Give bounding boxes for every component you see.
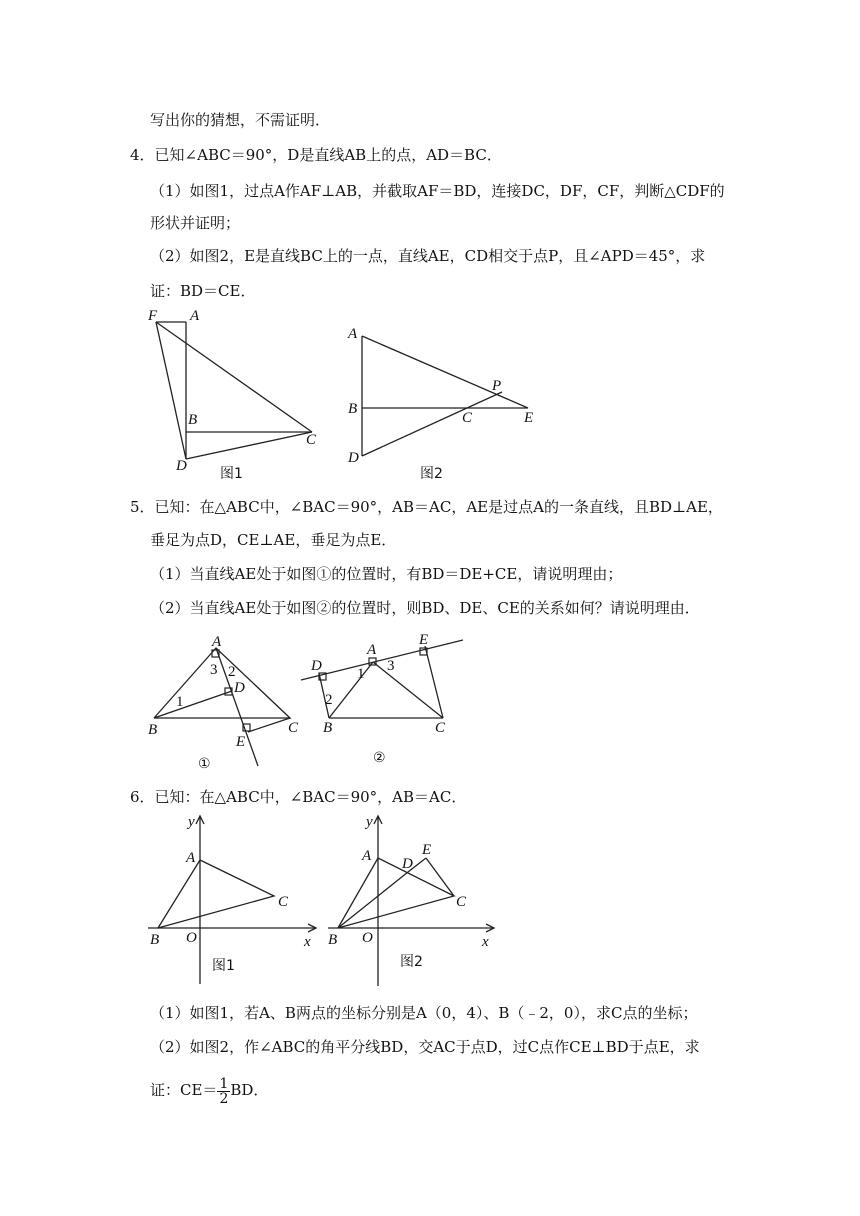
caption: 图2 <box>400 954 423 970</box>
label-C: C <box>278 894 289 910</box>
label-C: C <box>456 894 467 910</box>
problem-4-part1: （1）如图1，过点A作AF⊥AB，并截取AF＝BD，连接DC，DF，CF，判断△CDF的 <box>150 182 725 200</box>
caption: 图2 <box>420 466 443 482</box>
label-P: P <box>492 378 502 394</box>
problem-5-part2: （2）当直线AE处于如图②的位置时，则BD、DE、CE的关系如何？请说明理由． <box>150 599 700 617</box>
label-E: E <box>422 842 432 858</box>
angle-3: 3 <box>210 662 218 678</box>
label-E: E <box>524 410 534 426</box>
label-O: O <box>362 930 373 946</box>
caption: ① <box>198 756 211 772</box>
axis-y-label: y <box>188 814 195 830</box>
label-A: A <box>190 308 200 324</box>
label-B: B <box>348 401 358 417</box>
angle-2: 2 <box>228 664 236 680</box>
label-E: E <box>419 632 429 648</box>
label-C: C <box>435 720 446 736</box>
label-D: D <box>234 680 245 696</box>
fraction-numerator: 1 <box>219 1075 229 1092</box>
label-B: B <box>188 412 198 428</box>
axis-y-label: y <box>366 814 373 830</box>
label-O: O <box>186 930 197 946</box>
label-C: C <box>288 720 299 736</box>
label-D: D <box>402 856 413 872</box>
label-D: D <box>176 458 187 474</box>
label-D: D <box>348 450 359 466</box>
figure-6-2 <box>320 810 498 988</box>
problem-6-part2: （2）如图2，作∠ABC的角平分线BD，交AC于点D，过C点作CE⊥BD于点E，求 <box>150 1038 700 1056</box>
fraction-one-half <box>217 1077 230 1106</box>
angle-2: 2 <box>325 692 333 708</box>
proof-text-start: 证：CE＝ <box>150 1081 218 1099</box>
problem-4-part2-cont: 证：BD＝CE． <box>150 282 256 300</box>
figure-5-1 <box>140 630 310 775</box>
label-C: C <box>462 410 473 426</box>
problem-6-part2-cont <box>150 1070 268 1110</box>
figure-4-2 <box>340 320 550 485</box>
label-A: A <box>212 634 222 650</box>
caption: 图1 <box>220 466 243 482</box>
problem-4-stem: 4．已知∠ABC＝90°，D是直线AB上的点，AD＝BC． <box>130 146 502 164</box>
figure-4-1 <box>140 304 330 486</box>
figure-6-1 <box>140 812 320 988</box>
label-A: A <box>186 850 196 866</box>
caption: 图1 <box>212 958 235 974</box>
axis-x-label: x <box>304 934 311 950</box>
label-E: E <box>236 734 246 750</box>
label-B: B <box>150 932 160 948</box>
label-B: B <box>323 720 333 736</box>
label-D: D <box>311 658 322 674</box>
axis-x-label: x <box>482 934 489 950</box>
problem-4-part2: （2）如图2，E是直线BC上的一点，直线AE，CD相交于点P，且∠APD＝45°，求 <box>150 247 706 265</box>
caption: ② <box>373 750 386 766</box>
label-A: A <box>362 848 372 864</box>
label-B: B <box>328 932 338 948</box>
angle-3: 3 <box>387 658 395 674</box>
problem-5-stem-cont: 垂足为点D，CE⊥AE，垂足为点E． <box>150 531 397 549</box>
fraction-denominator: 2 <box>219 1090 229 1107</box>
proof-text-end: BD． <box>230 1081 269 1099</box>
label-A: A <box>367 642 377 658</box>
label-F: F <box>148 308 158 324</box>
angle-1: 1 <box>357 666 365 682</box>
problem-6-stem: 6．已知：在△ABC中，∠BAC＝90°，AB＝AC． <box>130 788 467 806</box>
problem-6-part1: （1）如图1，若A、B两点的坐标分别是A（0，4）、B（﹣2，0），求C点的坐标； <box>150 1004 698 1022</box>
label-A: A <box>348 326 358 342</box>
text-line: 写出你的猜想，不需证明． <box>150 111 331 129</box>
angle-1: 1 <box>176 694 184 710</box>
figure-5-2 <box>295 628 470 768</box>
label-C: C <box>306 432 317 448</box>
problem-4-part1-cont: 形状并证明； <box>150 214 241 232</box>
problem-5-part1: （1）当直线AE处于如图①的位置时，有BD＝DE+CE，请说明理由； <box>150 565 623 583</box>
label-B: B <box>148 722 158 738</box>
problem-5-stem: 5．已知：在△ABC中，∠BAC＝90°，AB＝AC，AE是过点A的一条直线，且BD⊥AE， <box>130 498 723 516</box>
